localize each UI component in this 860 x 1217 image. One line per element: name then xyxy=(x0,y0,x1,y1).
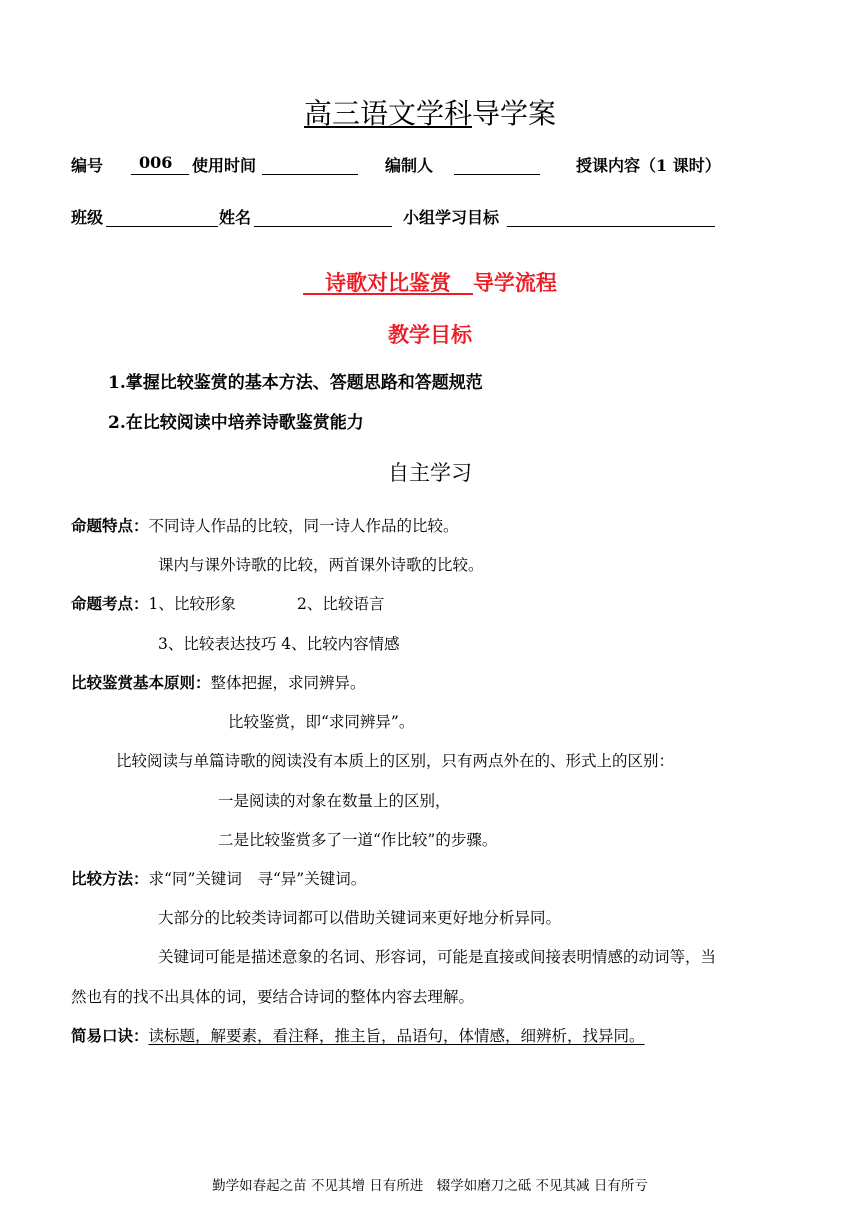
class-label: 班级 xyxy=(71,208,104,227)
features-label: 命题特点： xyxy=(71,516,149,535)
principle-line-1 xyxy=(71,671,366,693)
name-label: 姓名 xyxy=(219,208,252,227)
time-label: 使用时间 xyxy=(192,156,257,175)
name-blank[interactable] xyxy=(254,205,392,227)
flow-heading xyxy=(0,267,860,297)
features-text-2: 课内与课外诗歌的比较，两首课外诗歌的比较。 xyxy=(158,556,484,574)
diff-intro: 比较阅读与单篇诗歌的阅读没有本质上的区别，只有两点外在的、形式上的区别： xyxy=(116,752,675,770)
method-text-3a: 关键词可能是描述意象的名词、形容词，可能是直接或间接表明情感的动词等，当 xyxy=(158,948,717,966)
teaching-goals-heading: 教学目标 xyxy=(388,322,472,347)
method-label: 比较方法： xyxy=(71,869,149,888)
footer-motto: 勤学如春起之苗 不见其增 日有所进 辍学如磨刀之砥 不见其减 日有所亏 xyxy=(212,1178,648,1194)
points-text-2: 2、比较语言 xyxy=(297,595,385,613)
principle-text-2: 比较鉴赏，即“求同辨异”。 xyxy=(228,713,415,731)
flow-topic: 诗歌对比鉴赏 xyxy=(325,270,451,295)
diff-text-2: 二是比较鉴赏多了一道“作比较”的步骤。 xyxy=(218,831,498,849)
principle-label: 比较鉴赏基本原则： xyxy=(71,673,211,692)
features-line-1 xyxy=(71,514,459,536)
points-line-1 xyxy=(71,592,236,614)
number-label: 编号 xyxy=(71,156,104,175)
content-label: 授课内容（1 课时） xyxy=(576,156,721,175)
title-underlined: 高三语文学科 xyxy=(303,97,472,130)
group-goal-label: 小组学习目标 xyxy=(403,208,500,227)
class-blank[interactable] xyxy=(106,205,218,227)
mnemonic-line xyxy=(71,1024,645,1046)
self-study-heading: 自主学习 xyxy=(388,461,472,485)
mnemonic-label: 简易口诀： xyxy=(71,1026,149,1045)
goal-item-1: 1.掌握比较鉴赏的基本方法、答题思路和答题规范 xyxy=(108,373,483,393)
method-text-2: 大部分的比较类诗词都可以借助关键词来更好地分析异同。 xyxy=(158,909,562,927)
title-rest: 导学案 xyxy=(472,97,557,130)
points-label: 命题考点： xyxy=(71,594,149,613)
features-text-1: 不同诗人作品的比较，同一诗人作品的比较。 xyxy=(148,517,459,535)
goal-item-2: 2.在比较阅读中培养诗歌鉴赏能力 xyxy=(108,413,364,433)
editor-blank[interactable] xyxy=(454,153,540,175)
group-goal-blank[interactable] xyxy=(507,205,715,227)
time-blank[interactable] xyxy=(262,153,358,175)
method-text-3b: 然也有的找不出具体的词，要结合诗词的整体内容去理解。 xyxy=(71,988,475,1006)
number-value: 006 xyxy=(131,153,189,175)
mnemonic-text: 读标题，解要素，看注释，推主旨，品语句，体情感，细辨析，找异同。 xyxy=(148,1027,645,1045)
flow-rest: 导学流程 xyxy=(472,270,557,295)
editor-label: 编制人 xyxy=(385,156,434,175)
points-text-1: 1、比较形象 xyxy=(148,595,236,613)
points-text-3: 3、比较表达技巧 4、比较内容情感 xyxy=(158,635,400,653)
page-title xyxy=(0,92,860,132)
method-line-1 xyxy=(71,867,366,889)
diff-text-1: 一是阅读的对象在数量上的区别， xyxy=(218,792,451,810)
method-text-1: 求“同”关键词 寻“异”关键词。 xyxy=(148,870,367,888)
principle-text-1: 整体把握，求同辨异。 xyxy=(210,674,366,692)
